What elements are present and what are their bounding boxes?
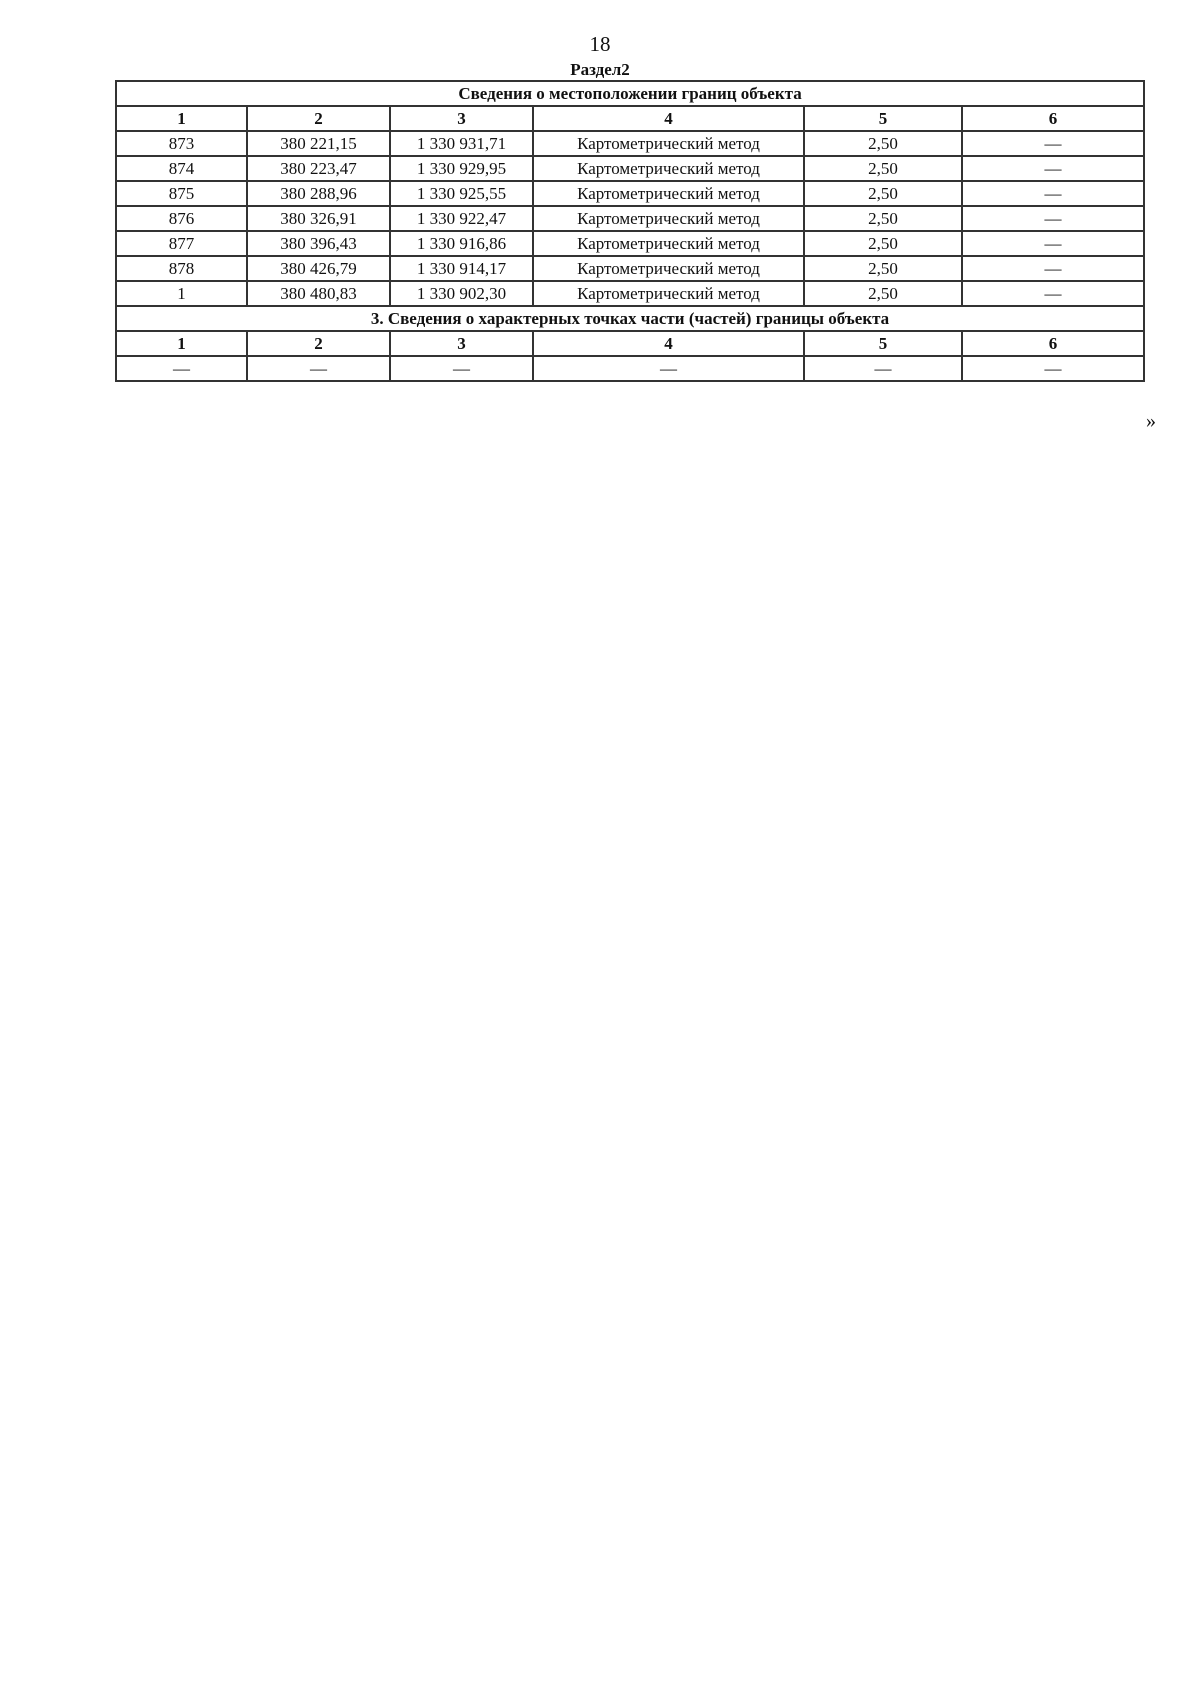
table-row (116, 206, 1144, 231)
table-cell: — (962, 281, 1144, 306)
table-cell: 1 330 902,30 (390, 281, 533, 306)
column-header: 6 (962, 106, 1144, 131)
table-cell: 380 221,15 (247, 131, 390, 156)
table-cell: 873 (116, 131, 247, 156)
table-cell: 2,50 (804, 181, 962, 206)
table-cell: 380 480,83 (247, 281, 390, 306)
table-cell: 2,50 (804, 281, 962, 306)
table-cell: 1 330 925,55 (390, 181, 533, 206)
table-cell: 380 396,43 (247, 231, 390, 256)
table-cell: Картометрический метод (533, 231, 804, 256)
table2-caption (116, 306, 1144, 331)
column-header-row (116, 106, 1144, 131)
boundary-table (115, 80, 1145, 382)
table-cell: 1 330 914,17 (390, 256, 533, 281)
table-cell: 2,50 (804, 231, 962, 256)
table-row (116, 131, 1144, 156)
column-header: 5 (804, 331, 962, 356)
table-cell: — (390, 356, 533, 381)
table-cell: 878 (116, 256, 247, 281)
table-cell: Картометрический метод (533, 181, 804, 206)
table-cell: 874 (116, 156, 247, 181)
table-cell: 2,50 (804, 156, 962, 181)
table-cell: 1 330 916,86 (390, 231, 533, 256)
table-row (116, 181, 1144, 206)
table-cell: 380 326,91 (247, 206, 390, 231)
table-cell: 1 (116, 281, 247, 306)
table-cell: 875 (116, 181, 247, 206)
column-header: 1 (116, 106, 247, 131)
column-header: 6 (962, 331, 1144, 356)
table-cell: Картометрический метод (533, 256, 804, 281)
table-row (116, 256, 1144, 281)
table-cell: Картометрический метод (533, 131, 804, 156)
table-row (116, 156, 1144, 181)
table-cell: — (962, 156, 1144, 181)
column-header: 3 (390, 331, 533, 356)
table-cell: — (962, 181, 1144, 206)
table-cell: 2,50 (804, 206, 962, 231)
column-header: 2 (247, 331, 390, 356)
table-body (116, 81, 1144, 381)
page-number: 18 (589, 32, 611, 56)
table2-caption-text: 3. Сведения о характерных точках части (частей) границы объекта (116, 306, 1144, 331)
table-cell: 1 330 929,95 (390, 156, 533, 181)
table-row (116, 231, 1144, 256)
table-cell: — (962, 256, 1144, 281)
table-cell: 2,50 (804, 256, 962, 281)
column-header: 3 (390, 106, 533, 131)
table-cell: 1 330 931,71 (390, 131, 533, 156)
column-header: 2 (247, 106, 390, 131)
table-cell: — (962, 231, 1144, 256)
table-cell: 876 (116, 206, 247, 231)
column-header: 4 (533, 331, 804, 356)
table-cell: 1 330 922,47 (390, 206, 533, 231)
table-cell: Картометрический метод (533, 206, 804, 231)
table-cell: — (804, 356, 962, 381)
column-header: 4 (533, 106, 804, 131)
table1-caption (116, 81, 1144, 106)
section-title: Раздел2 (570, 60, 630, 79)
table-cell: — (247, 356, 390, 381)
table-cell: 380 223,47 (247, 156, 390, 181)
table-cell: Картометрический метод (533, 281, 804, 306)
table-cell: Картометрический метод (533, 156, 804, 181)
table-cell: — (962, 356, 1144, 381)
table-cell: 2,50 (804, 131, 962, 156)
column-header: 1 (116, 331, 247, 356)
table-cell: 877 (116, 231, 247, 256)
table-cell: 380 426,79 (247, 256, 390, 281)
closing-quote: » (1146, 410, 1156, 432)
table-cell: 380 288,96 (247, 181, 390, 206)
table-row (116, 356, 1144, 381)
column-header: 5 (804, 106, 962, 131)
table1-caption-text: Сведения о местоположении границ объекта (116, 81, 1144, 106)
table-cell: — (116, 356, 247, 381)
table-cell: — (962, 206, 1144, 231)
column-header-row (116, 331, 1144, 356)
table-cell: — (533, 356, 804, 381)
table-row (116, 281, 1144, 306)
table-cell: — (962, 131, 1144, 156)
